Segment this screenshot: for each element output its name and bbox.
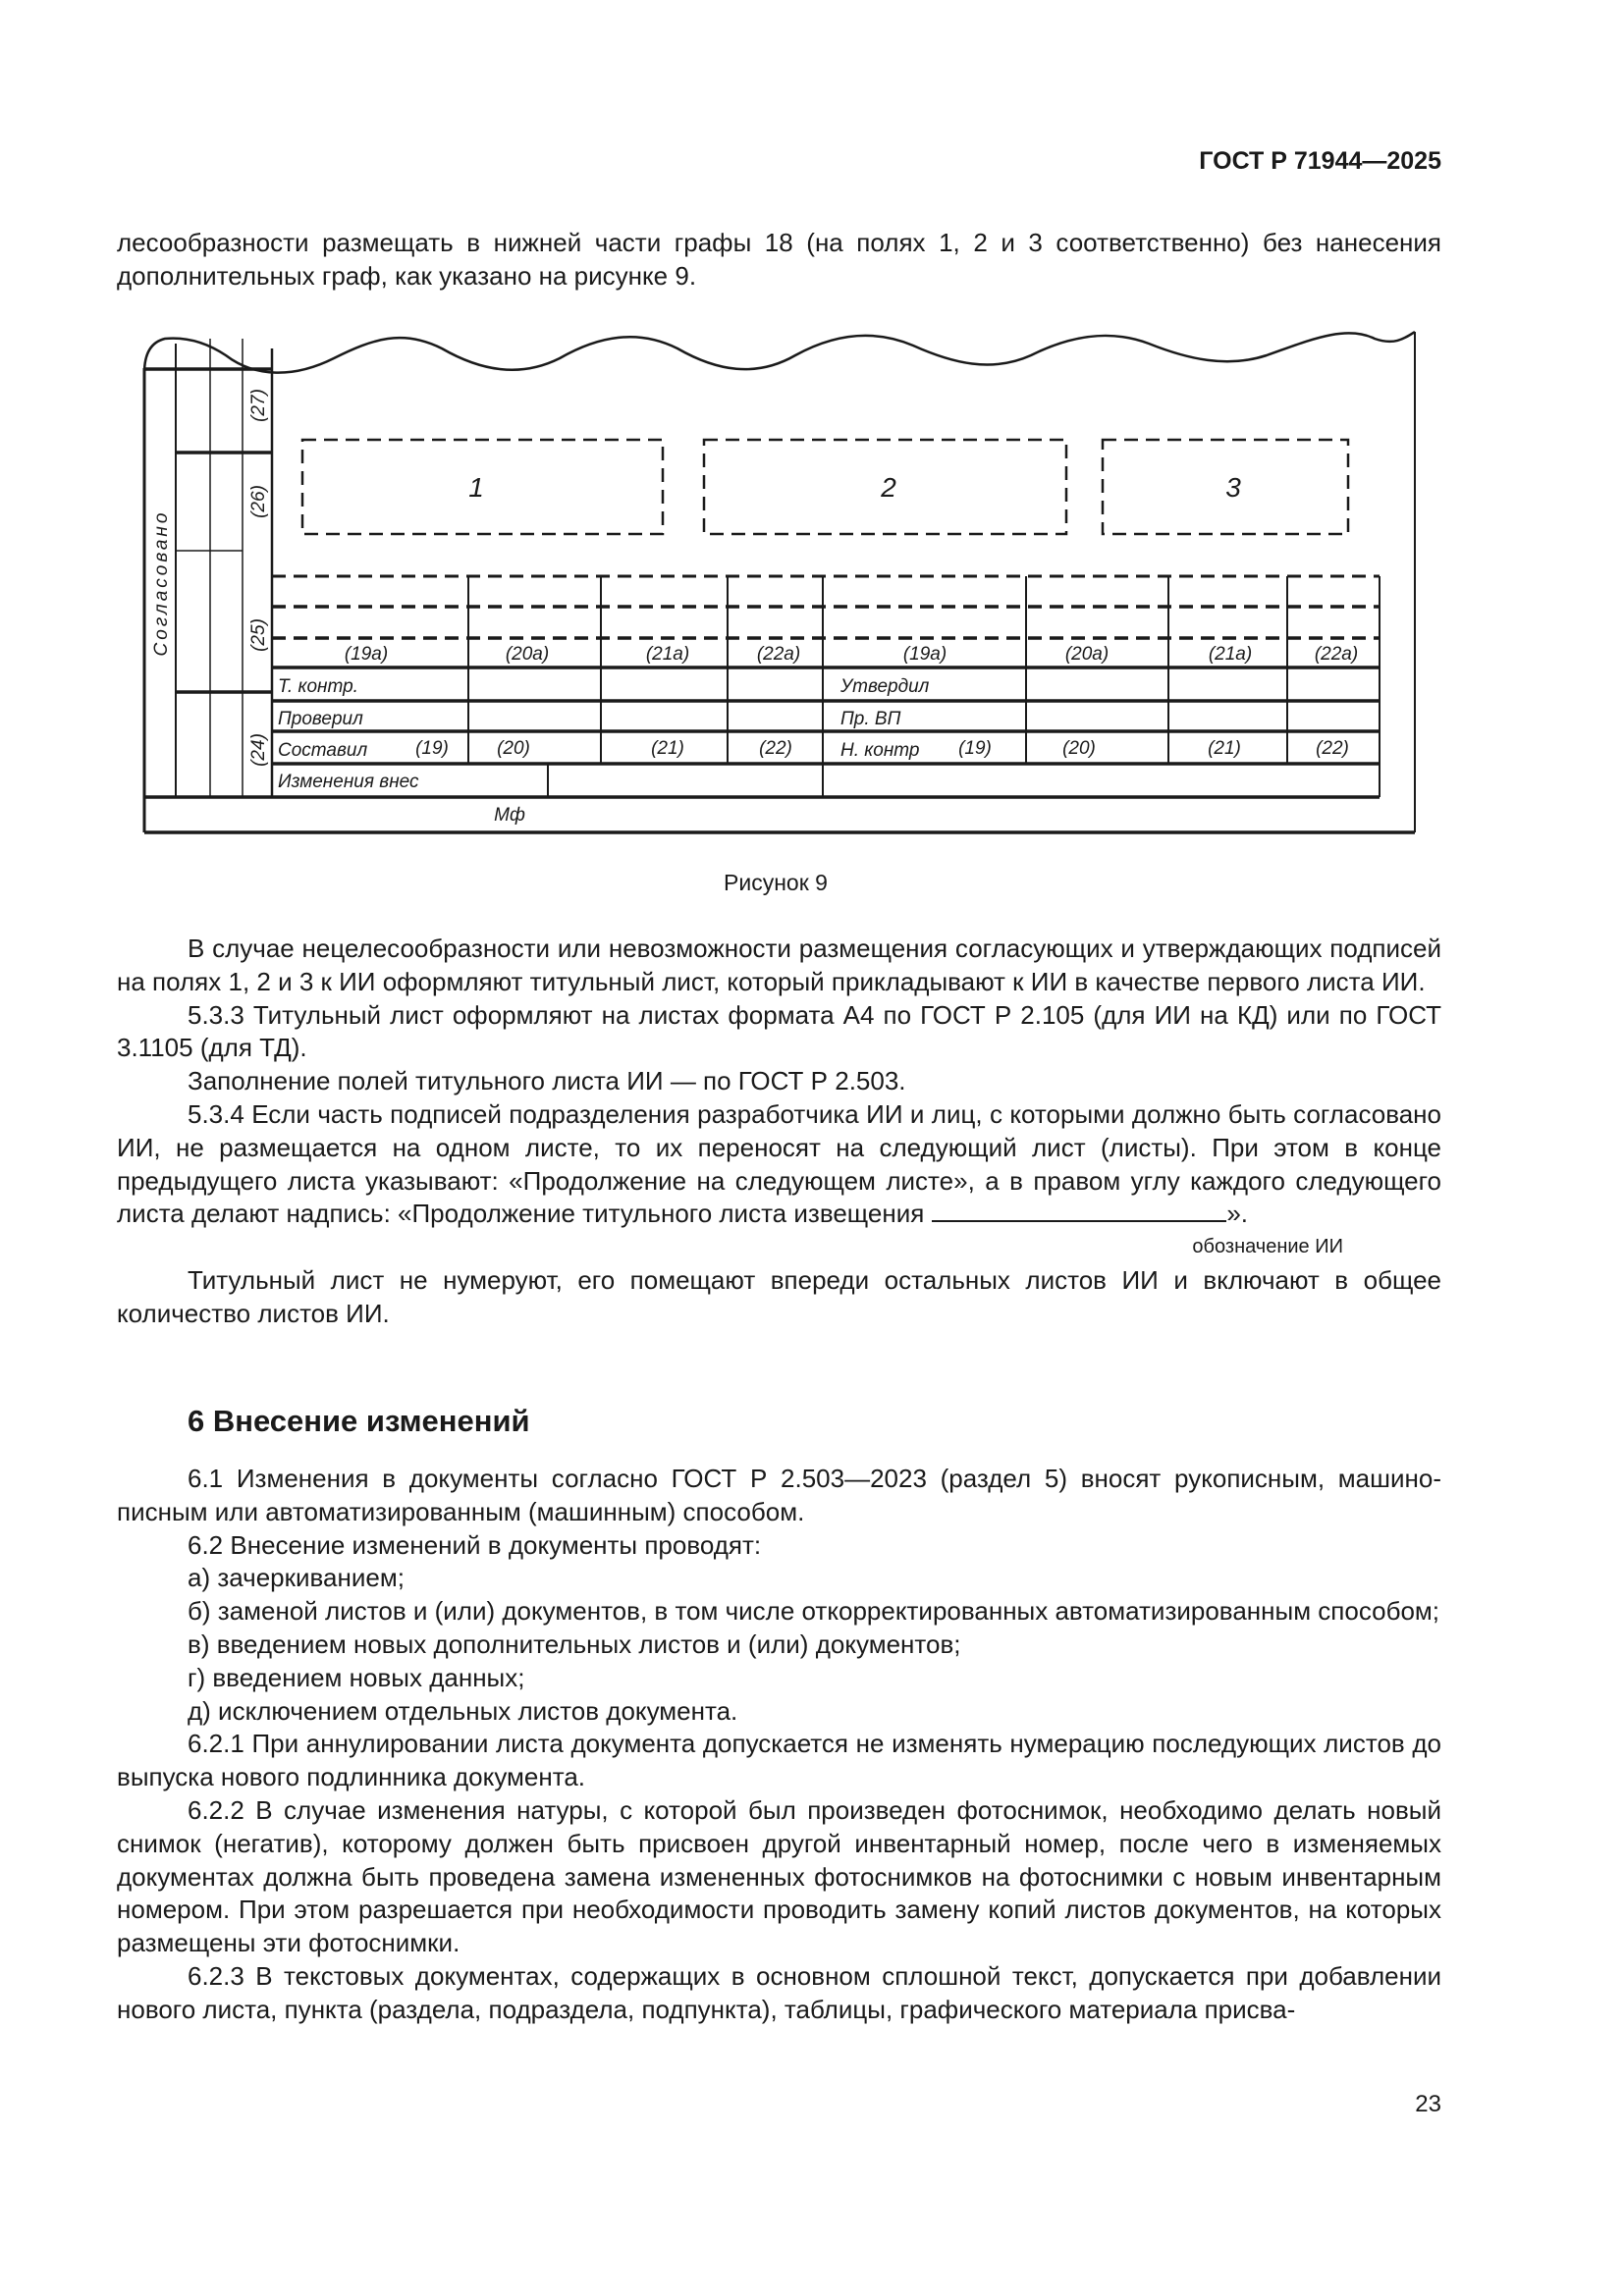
mf-label: Мф: [494, 805, 525, 826]
header-20a-left: (20а): [505, 644, 550, 665]
paragraph-6-2-1: 6.2.1 При аннулировании листа документа допускается не изменять нумерацию последующих листов до выпуска нового подлинника документа.: [117, 1729, 1441, 1792]
field-number-27: (27): [248, 389, 269, 422]
closing-quote: ».: [1226, 1199, 1249, 1229]
row-label-n-kontr: Н. контр: [840, 740, 920, 761]
changes-made-label: Изменения внес: [278, 772, 419, 792]
paragraph-5-3-4: [117, 1098, 1441, 1264]
list-item-a: а) зачеркиванием;: [188, 1563, 405, 1593]
number-21-left: (21): [651, 738, 684, 759]
designation-blank-line: [932, 1199, 1226, 1222]
wavy-break-line: [144, 332, 1415, 373]
figure-9-title-block-drawing: [0, 0, 1624, 883]
row-label-proveril: Проверил: [278, 709, 363, 729]
header-22a-left: (22а): [756, 644, 801, 665]
document-id-header: ГОСТ Р 71944—2025: [1199, 147, 1441, 175]
box-label-1: 1: [468, 472, 484, 503]
figure-caption: Рисунок 9: [724, 870, 828, 895]
row-label-sostavil: Составил: [278, 740, 368, 761]
paragraph-6-2: 6.2 Внесение изменений в документы проводят:: [188, 1529, 762, 1560]
header-21a-right: (21а): [1208, 644, 1253, 665]
field-number-24: (24): [248, 733, 269, 767]
section-5-text: [117, 933, 1441, 1331]
number-19-right: (19): [958, 738, 992, 759]
list-item-d: д) исключением отдельных листов документа.: [188, 1695, 738, 1726]
header-19a-right: (19а): [902, 644, 947, 665]
list-item-g: г) введением новых данных;: [188, 1662, 525, 1692]
number-20-left: (20): [497, 738, 530, 759]
paragraph-6-1: 6.1 Изменения в документы согласно ГОСТ Р 2.503—2023 (раздел 5) вносят рукописным, машинописным или автоматизированным (машинным) способом.: [117, 1464, 1441, 1526]
number-20-right: (20): [1062, 738, 1096, 759]
intro-paragraph: лесообразности размещать в нижней части графы 18 (на полях 1, 2 и 3 соответственно) без нанесения дополнительных граф, как указано на рисунке 9.: [117, 228, 1441, 291]
paragraph-6-2-3: 6.2.3 В текстовых документах, содержащих в основном сплошной текст, допускается при добавлении нового листа, пункта (раздела, подраздела, подпункта), таблицы, графического материала присва-: [117, 1960, 1441, 2024]
paragraph-6-2-2: 6.2.2 В случае изменения натуры, с которой был произведен фотоснимок, необходимо делать новый снимок (негатив), которому должен быть присвоен другой инвентарный номер, после чего в изменяемых документах должна быть проведена замена измененных фотоснимков на фотоснимки с новым инвентарным номером. При этом разрешается при необходимости проводить замену копий листов документов, на которых размещены эти фотоснимки.: [117, 1794, 1441, 1958]
page-number: 23: [1415, 2091, 1441, 2117]
box-label-2: 2: [881, 472, 896, 503]
number-21-right: (21): [1208, 738, 1241, 759]
paragraph: В случае нецелесообразности или невозможности размещения согласующих и утверждающих подписей на полях 1, 2 и 3 к ИИ оформляют титульный лист, который прикладывают к ИИ в качестве первого листа ИИ.: [117, 934, 1441, 996]
box-label-3: 3: [1225, 472, 1241, 503]
header-22a-right: (22а): [1314, 644, 1359, 665]
row-label-t-kontr: Т. контр.: [278, 676, 358, 697]
section-6-heading: 6 Внесение изменений: [188, 1404, 530, 1438]
number-19-left: (19): [415, 738, 449, 759]
section-6-text: [117, 1463, 1441, 2027]
number-22-left: (22): [759, 738, 792, 759]
agreed-label: Согласовано: [151, 509, 172, 657]
paragraph: Титульный лист не нумеруют, его помещают впереди остальных листов ИИ и включают в общее количество листов ИИ.: [117, 1264, 1441, 1328]
list-item-b: б) заменой листов и (или) документов, в том числе откорректированных автоматизированным способом;: [188, 1596, 1440, 1627]
header-21a-left: (21а): [645, 644, 690, 665]
paragraph-5-3-4-text: 5.3.4 Если часть подписей подразделения разработчика ИИ и лиц, с которыми должно быть согласовано ИИ, не размещается на одном листе, то их переносят на следующий лист (листы). При этом в конце предыдущего листа указывают: «Продолжение на следующем листе», а в правом углу каждого следующего листа делают надпись: «Продолжение титульного листа извещения: [117, 1098, 1441, 1229]
row-label-pr-vp: Пр. ВП: [840, 709, 901, 729]
paragraph-5-3-3: 5.3.3 Титульный лист оформляют на листах формата А4 по ГОСТ Р 2.105 (для ИИ на КД) или по ГОСТ 3.1105 (для ТД).: [117, 999, 1441, 1063]
row-label-utverdil: Утвердил: [840, 676, 930, 697]
field-number-25: (25): [248, 618, 269, 652]
field-number-26: (26): [248, 485, 269, 518]
number-22-right: (22): [1316, 738, 1349, 759]
paragraph: Заполнение полей титульного листа ИИ — по ГОСТ Р 2.503.: [188, 1066, 906, 1096]
blank-caption: обозначение ИИ: [1192, 1236, 1343, 1258]
header-19a-left: (19а): [344, 644, 389, 665]
list-item-v: в) введением новых дополнительных листов и (или) документов;: [188, 1629, 961, 1659]
header-20a-right: (20а): [1064, 644, 1110, 665]
